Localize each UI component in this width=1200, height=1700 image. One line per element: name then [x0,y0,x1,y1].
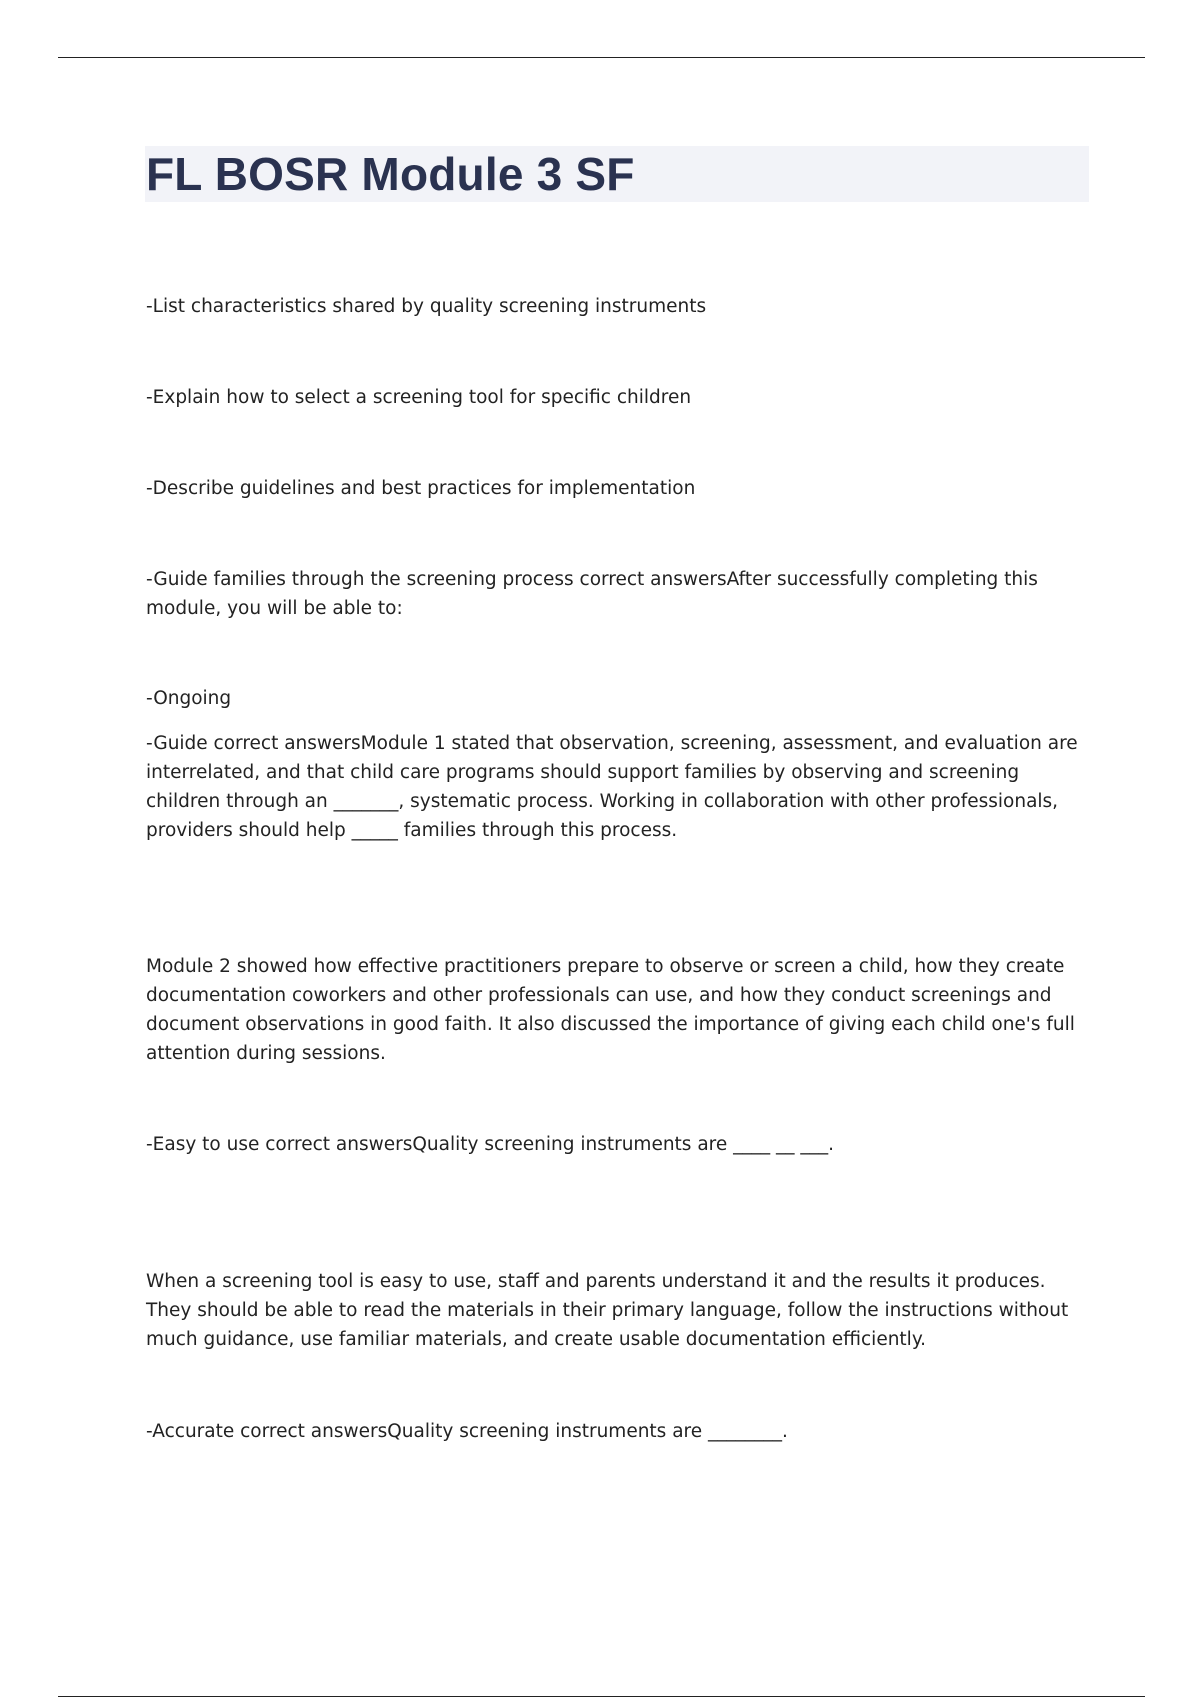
paragraph-module-1: -Guide correct answersModule 1 stated that observation, screening, assessment, and evaluation are interrelated, and that child care programs should support families by observing and screening children through an _______, systematic process. Working in collaboration with other professionals, providers should help _____ families through this process. [146,733,1078,841]
paragraph-accurate: -Accurate correct answersQuality screening instruments are ________. [146,1421,788,1442]
bottom-rule [58,1696,1145,1697]
page-title: FL BOSR Module 3 SF [146,148,635,200]
paragraph-objective-3: -Describe guidelines and best practices for implementation [146,478,696,499]
top-rule [58,57,1145,58]
paragraph-easy-explanation: When a screening tool is easy to use, staff and parents understand it and the results it produces. They should be able to read the materials in their primary language, follow the instructions without much guidance, use familiar materials, and create usable documentation efficiently. [146,1271,1069,1350]
paragraph-objective-2: -Explain how to select a screening tool for specific children [146,387,692,408]
paragraph-ongoing: -Ongoing [146,688,232,709]
paragraph-objective-4: -Guide families through the screening process correct answersAfter successfully completing this module, you will be able to: [146,569,1038,619]
paragraph-objective-1: -List characteristics shared by quality screening instruments [146,296,707,317]
paragraph-module-2: Module 2 showed how effective practitioners prepare to observe or screen a child, how they create documentation coworkers and other professionals can use, and how they conduct screenings and document observations in good faith. It also discussed the importance of giving each child one's full attention during sessions. [146,956,1075,1064]
paragraph-easy-to-use: -Easy to use correct answersQuality screening instruments are ____ __ ___. [146,1134,835,1155]
